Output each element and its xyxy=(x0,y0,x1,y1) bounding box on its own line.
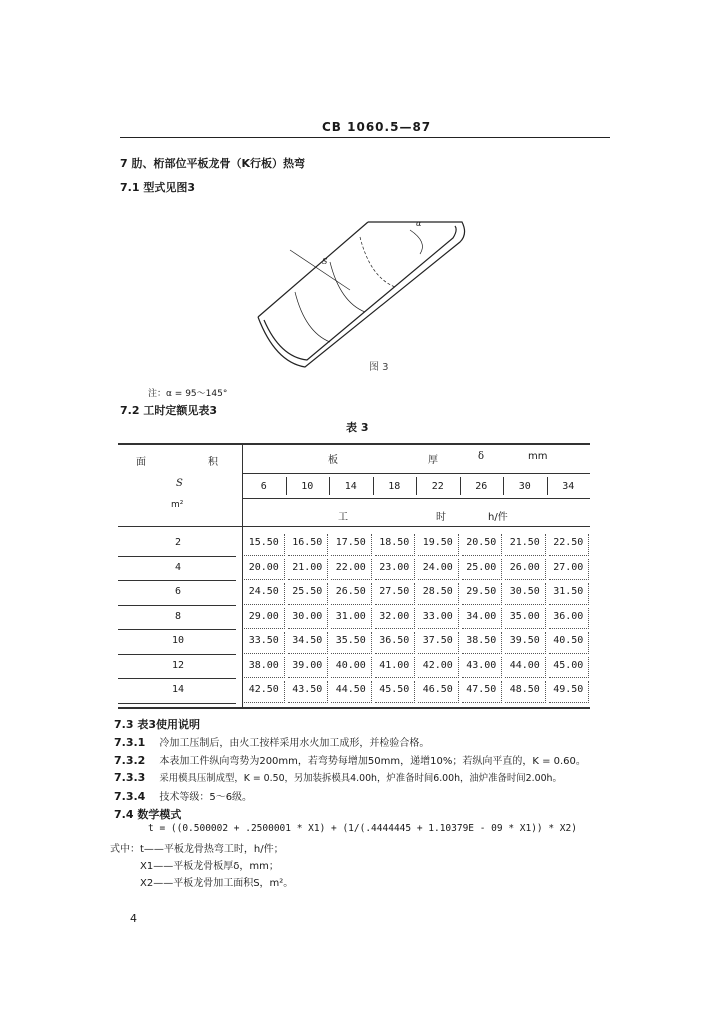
thickness-col-divider xyxy=(460,477,461,495)
item-7-3-2: 本表加工件纵向弯势为200mm，若弯势每增加50mm，递增10%；若纵向平直的，K = 0.60。 xyxy=(159,756,586,767)
table-cell: 31.50 xyxy=(553,586,584,597)
table-cell: 33.50 xyxy=(248,635,279,646)
figure-alpha-label: α xyxy=(416,219,422,228)
thickness-col-divider xyxy=(373,477,374,495)
cell-border xyxy=(418,632,459,654)
cell-border xyxy=(549,559,590,581)
cell-border xyxy=(331,608,372,630)
cell-border xyxy=(549,608,590,630)
thickness-value: 22 xyxy=(431,481,444,492)
cell-border xyxy=(549,583,590,605)
table-cell: 24.00 xyxy=(422,561,453,573)
document-code: CB 1060.5—87 xyxy=(322,120,432,134)
cell-border xyxy=(288,681,329,703)
table-cell: 19.50 xyxy=(422,537,453,548)
section-7-title: 7 肋、桁部位平板龙骨（K行板）热弯 xyxy=(120,157,306,170)
header-area-1: 面 xyxy=(136,457,146,468)
header-thickness-1: 板 xyxy=(328,455,338,466)
table-cell: 15.50 xyxy=(248,537,279,548)
table-cell: 24.50 xyxy=(248,586,279,597)
cell-border xyxy=(288,559,329,581)
item-7-3-1-num: 7.3.1 xyxy=(114,736,146,749)
table-cell: 36.00 xyxy=(553,610,584,622)
cell-border xyxy=(244,583,285,605)
cell-border xyxy=(418,657,459,679)
cell-border xyxy=(288,632,329,654)
thickness-value: 6 xyxy=(260,481,267,492)
table-cell: 36.50 xyxy=(379,635,410,646)
cell-border xyxy=(505,632,546,654)
section-7-3-title: 7.3 表3使用说明 xyxy=(114,718,200,731)
header-thickness-3: δ xyxy=(478,451,485,462)
table-cell: 43.00 xyxy=(466,659,497,671)
table-cell: 23.00 xyxy=(379,561,410,573)
table-cell: 20.00 xyxy=(248,561,279,573)
table-cell: 34.00 xyxy=(466,610,497,622)
cell-border xyxy=(375,559,416,581)
table-caption: 表 3 xyxy=(346,421,369,434)
table-cell: 30.00 xyxy=(292,610,323,622)
table-cell: 40.50 xyxy=(553,635,584,646)
cell-border xyxy=(549,534,590,556)
table-cell: 35.00 xyxy=(509,610,540,622)
header-time-2: 时 xyxy=(436,512,446,523)
header-thickness-2: 厚 xyxy=(428,455,438,466)
section-7-4-title: 7.4 数学模式 xyxy=(114,808,182,821)
table-cell: 25.50 xyxy=(292,586,323,597)
table-row-area: 10 xyxy=(171,635,185,646)
header-thickness-4: mm xyxy=(528,451,548,462)
table-cell: 37.50 xyxy=(422,635,453,646)
table-rule-thickness-values xyxy=(242,498,590,499)
math-formula: t = ((0.500002 + .2500001 * X1) + (1/(.4444445 + 1.10379E - 09 * X1)) * X2) xyxy=(148,823,577,834)
table-cell: 22.50 xyxy=(553,537,584,548)
thickness-value: 10 xyxy=(301,481,314,492)
table-bottom-rule xyxy=(118,707,590,709)
table-cell: 17.50 xyxy=(335,537,366,548)
table-cell: 18.50 xyxy=(379,537,410,548)
cell-border xyxy=(375,632,416,654)
table-cell: 21.00 xyxy=(292,561,323,573)
figure-3-drawing xyxy=(250,212,470,372)
table-row-area: 6 xyxy=(174,586,182,597)
cell-border xyxy=(375,583,416,605)
cell-border xyxy=(244,681,285,703)
table-rule-thickness xyxy=(242,473,590,474)
table-cell: 42.50 xyxy=(248,684,279,695)
thickness-col-divider xyxy=(329,477,330,495)
table-cell: 29.50 xyxy=(466,586,497,597)
table-cell: 20.50 xyxy=(466,537,497,548)
cell-border xyxy=(331,534,372,556)
cell-border xyxy=(462,608,503,630)
cell-border xyxy=(418,608,459,630)
table-cell: 45.50 xyxy=(379,684,410,695)
area-row-rule xyxy=(118,605,236,606)
cell-border xyxy=(549,657,590,679)
cell-border xyxy=(505,559,546,581)
table-3 xyxy=(118,443,590,709)
thickness-col-divider xyxy=(416,477,417,495)
figure-note: 注：α = 95～145° xyxy=(148,389,228,399)
table-cell: 35.50 xyxy=(335,635,366,646)
cell-border xyxy=(549,632,590,654)
header-time-3: h/件 xyxy=(488,512,508,523)
table-cell: 47.50 xyxy=(466,684,497,695)
figure-label: 图 3 xyxy=(369,362,389,373)
cell-border xyxy=(549,681,590,703)
item-7-3-3: 采用模具压制成型，K = 0.50，另加装拆模具4.00h，炉准备时间6.00h，油炉准备时间2.00h。 xyxy=(159,773,562,784)
cell-border xyxy=(331,559,372,581)
table-cell: 30.50 xyxy=(509,586,540,597)
cell-border xyxy=(505,534,546,556)
formula-x1: X1——平板龙骨板厚δ，mm； xyxy=(140,861,279,872)
table-cell: 28.50 xyxy=(422,586,453,597)
cell-border xyxy=(375,608,416,630)
header-rule xyxy=(120,137,610,138)
area-row-rule xyxy=(118,629,236,630)
formula-where: 式中：t——平板龙骨热弯工时，h/件； xyxy=(110,844,284,855)
cell-border xyxy=(462,559,503,581)
cell-border xyxy=(418,681,459,703)
cell-border xyxy=(462,681,503,703)
table-rule-header-bottom xyxy=(118,526,590,527)
table-cell: 40.00 xyxy=(335,659,366,671)
item-7-3-2-num: 7.3.2 xyxy=(114,754,146,767)
cell-border xyxy=(418,583,459,605)
cell-border xyxy=(462,534,503,556)
cell-border xyxy=(375,681,416,703)
cell-border xyxy=(244,657,285,679)
area-row-rule xyxy=(118,703,236,704)
cell-border xyxy=(462,632,503,654)
header-time-1: 工 xyxy=(338,512,348,523)
table-cell: 26.00 xyxy=(509,561,540,573)
table-cell: 33.00 xyxy=(422,610,453,622)
area-row-rule xyxy=(118,556,236,557)
cell-border xyxy=(244,632,285,654)
item-7-3-3-num: 7.3.3 xyxy=(114,771,146,784)
table-cell: 32.00 xyxy=(379,610,410,622)
table-cell: 49.50 xyxy=(553,684,584,695)
table-cell: 29.00 xyxy=(248,610,279,622)
thickness-value: 14 xyxy=(344,481,357,492)
table-cell: 46.50 xyxy=(422,684,453,695)
item-7-3-4: 技术等级：5～6级。 xyxy=(159,792,253,803)
table-cell: 48.50 xyxy=(509,684,540,695)
header-unit: m² xyxy=(171,500,184,510)
cell-border xyxy=(288,608,329,630)
cell-border xyxy=(331,583,372,605)
table-row-area: 2 xyxy=(174,537,182,548)
table-cell: 43.50 xyxy=(292,684,323,695)
cell-border xyxy=(505,608,546,630)
table-cell: 26.50 xyxy=(335,586,366,597)
cell-border xyxy=(331,681,372,703)
cell-border xyxy=(505,583,546,605)
cell-border xyxy=(418,559,459,581)
thickness-col-divider xyxy=(286,477,287,495)
table-row-area: 14 xyxy=(171,684,185,695)
table-cell: 38.00 xyxy=(248,659,279,671)
item-7-3-1: 冷加工压制后，由火工按样采用水火加工成形，并检验合格。 xyxy=(159,738,430,749)
formula-x2: X2——平板龙骨加工面积S，m²。 xyxy=(140,878,294,889)
table-row-area: 4 xyxy=(174,561,182,573)
cell-border xyxy=(418,534,459,556)
area-row-rule xyxy=(118,678,236,679)
cell-border xyxy=(331,632,372,654)
table-cell: 25.00 xyxy=(466,561,497,573)
header-area-2: 积 xyxy=(208,457,218,468)
thickness-col-divider xyxy=(503,477,504,495)
area-row-rule xyxy=(118,580,236,581)
cell-border xyxy=(462,583,503,605)
cell-border xyxy=(375,657,416,679)
table-top-rule xyxy=(118,443,590,445)
cell-border xyxy=(462,657,503,679)
cell-border xyxy=(505,657,546,679)
table-cell: 27.50 xyxy=(379,586,410,597)
cell-border xyxy=(244,534,285,556)
thickness-value: 26 xyxy=(475,481,488,492)
table-cell: 22.00 xyxy=(335,561,366,573)
table-row-area: 8 xyxy=(174,610,182,622)
item-7-3-4-num: 7.3.4 xyxy=(114,790,146,803)
table-cell: 16.50 xyxy=(292,537,323,548)
cell-border xyxy=(505,681,546,703)
cell-border xyxy=(244,608,285,630)
table-cell: 27.00 xyxy=(553,561,584,573)
table-cell: 21.50 xyxy=(509,537,540,548)
table-cell: 31.00 xyxy=(335,610,366,622)
table-cell: 34.50 xyxy=(292,635,323,646)
table-cell: 39.00 xyxy=(292,659,323,671)
page-number: 4 xyxy=(130,912,137,925)
header-s: S xyxy=(176,478,183,489)
cell-border xyxy=(244,559,285,581)
table-cell: 41.00 xyxy=(379,659,410,671)
cell-border xyxy=(331,657,372,679)
table-cell: 45.00 xyxy=(553,659,584,671)
table-cell: 38.50 xyxy=(466,635,497,646)
area-row-rule xyxy=(118,654,236,655)
figure-s-label: S xyxy=(322,257,328,266)
table-cell: 42.00 xyxy=(422,659,453,671)
table-cell: 44.00 xyxy=(509,659,540,671)
thickness-value: 30 xyxy=(518,481,531,492)
table-cell: 44.50 xyxy=(335,684,366,695)
thickness-col-divider xyxy=(547,477,548,495)
cell-border xyxy=(375,534,416,556)
section-7-2: 7.2 工时定额见表3 xyxy=(120,404,217,417)
table-cell: 39.50 xyxy=(509,635,540,646)
cell-border xyxy=(288,657,329,679)
table-row-area: 12 xyxy=(171,659,185,671)
section-7-1: 7.1 型式见图3 xyxy=(120,181,195,194)
cell-border xyxy=(288,583,329,605)
thickness-value: 34 xyxy=(562,481,575,492)
thickness-value: 18 xyxy=(388,481,401,492)
cell-border xyxy=(288,534,329,556)
